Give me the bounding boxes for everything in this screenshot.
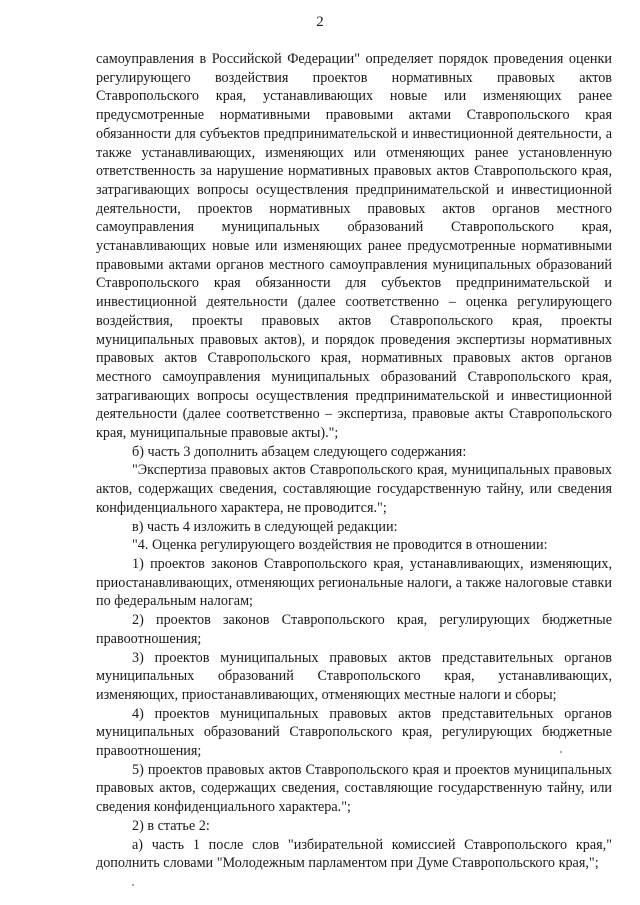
paragraph-continuation: самоуправления в Российской Федерации" определяет порядок проведения оценки регулирующего воздействия проектов нормативных правовых актов Ставропольского края, устанавливающих новые или изменяющих ранее предусмотренные нормативными правовыми актами Ставропольского края обязанности для субъектов предпринимательской и инвестиционной деятельности, а также устанавливающих, изменяющих или отменяющих ранее установленную ответственность за нарушение нормативных правовых актов Ставропольского края, затрагивающих вопросы осуществления предпринимательской и инвестиционной деятельности, проектов нормативных правовых актов органов местного самоуправления муниципальных образований Ставропольского края, устанавливающих новые или изменяющих ранее предусмотренные нормативными правовыми актами органов местного самоуправления муниципальных образований Ставропольского края обязанности для субъектов предпринимательской и инвестиционной деятельности (далее соответственно – оценка регулирующего воздействия, проекты правовых актов Ставропольского края, проекты муниципальных правовых актов), и порядок проведения экспертизы нормативных правовых актов Ставропольского края, нормативных правовых актов органов местного самоуправления муниципальных образований Ставропольского края, затрагивающих вопросы осуществления предпринимательской и инвестиционной деятельности (далее соответственно – экспертиза, правовые акты Ставропольского края, муниципальные правовые акты)."; [96,51,612,442]
scan-speck [560,751,562,753]
paragraph-amendment-b: б) часть 3 дополнить абзацем следующего содержания: [132,443,467,460]
page-number: 2 [316,14,324,30]
document-body [96,50,612,873]
list-item-4: 4) проектов муниципальных правовых актов представительных органов муниципальных образований Ставропольского края, регулирующих бюджетные правоотношения; [96,705,612,760]
paragraph-expertise-clause: "Экспертиза правовых актов Ставропольского края, муниципальных правовых актов, содержащих сведения, составляющие государственную тайну, или сведения конфиденциального характера, не проводится."; [96,462,612,516]
list-item-5: 5) проектов правовых актов Ставропольского края и проектов муниципальных правовых актов, содержащих сведения, составляющие государственную тайну, или сведения конфиденциального характера."; [96,761,612,816]
paragraph-amendment-v: в) часть 4 изложить в следующей редакции: [132,518,398,535]
list-item-3: 3) проектов муниципальных правовых актов представительных органов муниципальных образований Ставропольского края, устанавливающих, изменяющих, приостанавливающих, отменяющих местные налоги и сборы; [96,649,612,703]
paragraph-amendment-a: а) часть 1 после слов "избирательной комиссией Ставропольского края," дополнить словами "Молодежным парламентом при Думе Ставропольского края,"; [96,836,612,872]
list-item-1: 1) проектов законов Ставропольского края, устанавливающих, изменяющих, приостанавливающих, отменяющих региональные налоги, а также налоговые ставки по федеральным налогам; [96,555,612,610]
paragraph-article-2: 2) в статье 2: [132,817,210,834]
list-item-2: 2) проектов законов Ставропольского края, регулирующих бюджетные правоотношения; [96,612,612,647]
scan-speck [132,884,134,886]
paragraph-part-4-intro: "4. Оценка регулирующего воздействия не проводится в отношении: [132,537,548,554]
